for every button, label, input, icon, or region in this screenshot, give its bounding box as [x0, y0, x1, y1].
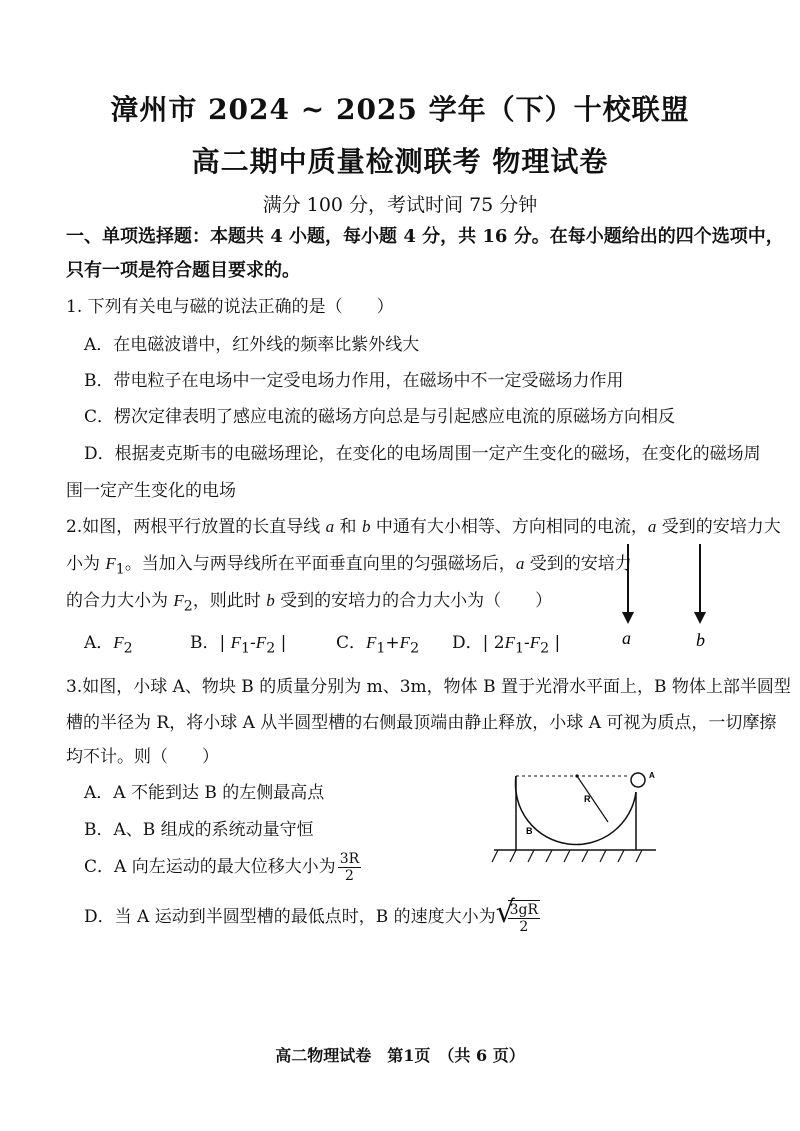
- q1-option-a: A．在电磁波谱中，红外线的频率比紫外线大: [84, 335, 420, 355]
- section-heading-line1: 一、单项选择题：本题共 4 小题，每小题 4 分，共 16 分。在每小题给出的四个选项中，: [66, 226, 784, 247]
- fraction-numerator: 3R: [339, 851, 360, 867]
- ground-hatching: [492, 850, 642, 862]
- q2-text: 受到的安培力大: [656, 517, 781, 537]
- q3-option-d: [84, 895, 540, 936]
- q2-text: 受到的安培力的合力大小为（ ）: [274, 591, 553, 611]
- var-a: a: [515, 554, 525, 573]
- var-b: b: [266, 591, 275, 610]
- q2-option-b: B．| $F_1-F_2$ |: [190, 633, 287, 657]
- q2-text: 2.如图，两根平行放置的长直导线: [66, 517, 326, 537]
- q2-wires-figure: [600, 540, 740, 660]
- option-label: C．: [336, 633, 367, 653]
- option-label: A．: [84, 633, 114, 653]
- sqrt-expression: √ $\frac{3gR}{2}$: [495, 895, 539, 936]
- fraction-numerator: 3gR: [509, 902, 539, 918]
- q3-option-d-text: D．当 A 运动到半圆型槽的最低点时，B 的速度大小为: [84, 907, 496, 928]
- ball-a-label: A: [649, 771, 655, 780]
- q3-option-a: A．A 不能到达 B 的左侧最高点: [84, 783, 325, 803]
- q3-option-b: B．A、B 组成的系统动量守恒: [84, 820, 314, 840]
- radius-line: [577, 776, 608, 822]
- q1-option-c: C．楞次定律表明了感应电流的磁场方向总是与引起感应电流的原磁场方向相反: [84, 407, 676, 427]
- fraction-3r-over-2: [338, 851, 361, 884]
- q2-text: 和: [334, 517, 362, 537]
- wire-a-label: a: [622, 628, 631, 648]
- var-f: F: [105, 554, 116, 573]
- q2-option-a: A．$F_2$: [84, 633, 133, 657]
- wire-b-arrow: [694, 612, 706, 624]
- option-label: B．: [190, 633, 220, 653]
- q1-option-d-line2: 围一定产生变化的电场: [66, 481, 236, 501]
- q2-text: 的合力大小为: [66, 591, 174, 611]
- exam-title-line1: 漳州市 2024 ~ 2025 学年（下）十校联盟: [110, 93, 690, 126]
- q2-text: 小为: [66, 554, 106, 574]
- fraction-denominator: 2: [344, 868, 354, 885]
- q3-option-c: [84, 851, 361, 884]
- var-a: a: [325, 517, 335, 536]
- var-a: a: [647, 517, 657, 536]
- page-footer: 高二物理试卷 第1页 （共 6 页）: [275, 1046, 525, 1065]
- var-b: b: [361, 517, 371, 536]
- q2-option-c: C．$F_1+F_2$: [336, 633, 420, 657]
- fraction-denominator: 2: [519, 919, 529, 936]
- q2-text: ，则此时: [192, 591, 267, 611]
- wire-b-label: b: [696, 630, 705, 650]
- q3-stem-line1: 3.如图，小球 A、物块 B 的质量分别为 m、3m，物体 B 置于光滑水平面上，B 物体上部半圆型: [66, 677, 791, 697]
- q2-text: 受到的安培力: [524, 554, 632, 574]
- q1-stem: 1. 下列有关电与磁的说法正确的是（ ）: [66, 297, 394, 317]
- q2-option-d: D．| $2F_1-F_2$ |: [452, 633, 561, 657]
- exam-title-line2: 高二期中质量检测联考 物理试卷: [191, 145, 609, 178]
- q2-text: 中通有大小相等、方向相同的电流，: [370, 517, 648, 537]
- q3-option-c-text: C．A 向左运动的最大位移大小为: [84, 857, 336, 878]
- q3-stem-line2: 槽的半径为 R，将小球 A 从半圆型槽的右侧最顶端由静止释放，小球 A 可视为质点，一切摩擦: [66, 713, 777, 733]
- subscript: 2: [183, 598, 193, 615]
- radius-label: R: [584, 794, 591, 804]
- subscript: 1: [115, 561, 125, 578]
- q2-stem-line3: [66, 586, 552, 614]
- q1-option-d-line1: D．根据麦克斯韦的电磁场理论，在变化的电场周围一定产生变化的磁场，在变化的磁场周: [84, 444, 761, 464]
- q2-text: 。当加入与两导线所在平面垂直向里的匀强磁场后，: [124, 554, 516, 574]
- section-heading-line2: 只有一项是符合题目要求的。: [66, 260, 300, 281]
- semicircle-groove: [515, 776, 636, 845]
- var-f: F: [173, 591, 184, 610]
- wire-a-arrow: [622, 612, 634, 624]
- ball-a: [631, 773, 645, 787]
- q3-groove-figure: [488, 764, 660, 870]
- option-label: D．: [452, 633, 483, 653]
- exam-subtitle: 满分 100 分，考试时间 75 分钟: [262, 194, 538, 216]
- q2-stem-line2: [66, 549, 632, 577]
- block-b-label: B: [526, 826, 533, 836]
- q2-stem-line1: [66, 512, 781, 537]
- q3-stem-line3: 均不计。则（ ）: [66, 747, 219, 767]
- q1-option-b: B．带电粒子在电场中一定受电场力作用，在磁场中不一定受磁场力作用: [84, 371, 624, 391]
